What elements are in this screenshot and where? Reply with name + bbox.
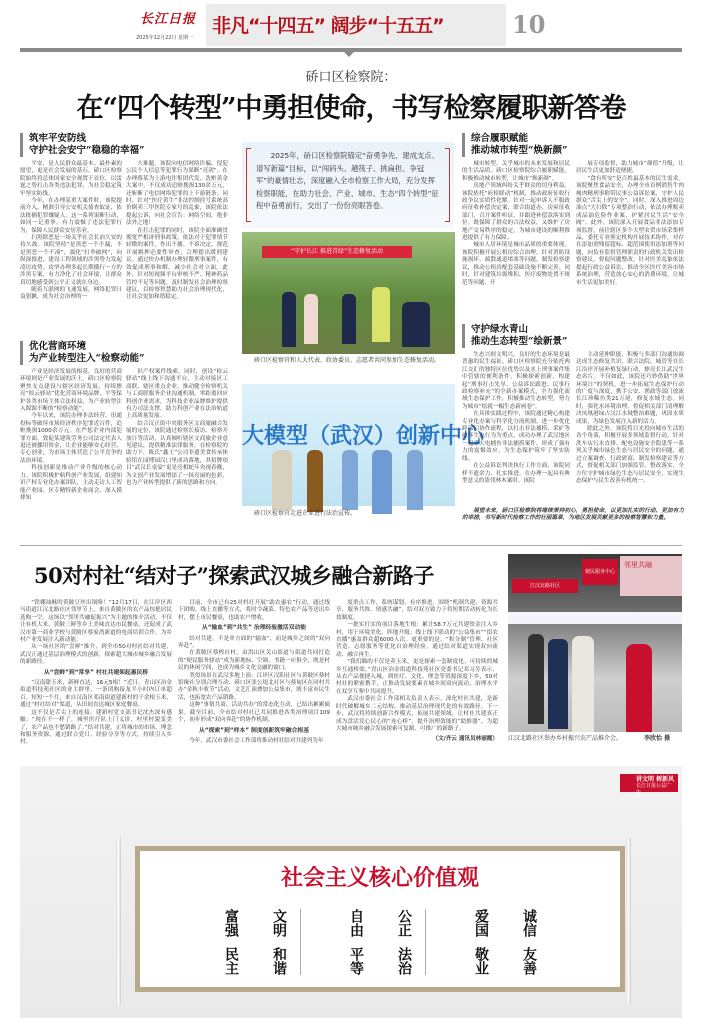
paragraph: 今年以来，该院办理非法经营、串通投标等破坏市场经济秩序犯罪近百件，追赃挽损1000余万元。在严惩企业内部犯罪方面，敦促某建筑劳务公司法定代表人退还被挪用资金，让企业能够安心经营、专心创业，为市场主体营造了公平竞争的法治环境。 bbox=[20, 413, 122, 464]
photo-caption: 江汉北路社区举办乡村振兴农产品推介会。 bbox=[508, 735, 623, 742]
text-column bbox=[462, 352, 570, 485]
ad-logo bbox=[620, 774, 678, 796]
core-value: 平等 bbox=[348, 947, 364, 975]
heading-line: 优化营商环境 bbox=[29, 341, 87, 352]
paragraph: 展专项监督，助力城市“颜值”升级，让居民生活更加舒适便捷。 bbox=[576, 161, 684, 175]
newspaper-logo: 长江日报 bbox=[140, 12, 197, 27]
core-value: 友善 bbox=[521, 947, 537, 975]
paragraph: 今年，在办理某重大案件时，该院提前介入，精准引导公安机关侦查取证，依法批捕犯罪嫌疑人。这一系列果断行动，如同一记重拳，有力震慑了违法犯罪行为，保障人民群众安居乐业。 bbox=[20, 198, 122, 234]
bracket-right bbox=[445, 148, 450, 222]
photo-sign-text: 邻里共融 bbox=[620, 556, 682, 596]
heading-line: 守护绿水青山 bbox=[471, 324, 529, 335]
core-values bbox=[210, 909, 550, 975]
paragraph: 在黄陂区蔡榨社村，由洪山区关山街道与街道共同打造的“便民服务驿站”成为新地标，空调、书籍一应俱全，既是村民的休闲空间，也成为城乡文化交融的窗口。 bbox=[178, 650, 330, 672]
section-heading bbox=[20, 341, 228, 365]
text-column bbox=[20, 161, 122, 302]
paragraph: 目前，全市已有25对村社开展“助农惠农”行动，通过线下团购、线上直播等方式，将时令蔬菜、特色农产品等送出乡村，摆上市民餐桌，也助农户增收。 bbox=[178, 600, 330, 621]
page-number: 10 bbox=[512, 10, 546, 39]
bracket-left bbox=[246, 148, 251, 222]
value-group bbox=[210, 909, 301, 975]
paragraph: 一批实打实的项目落地生根：累计58.7万元共建资金注入乡村，用于环境美化、阵地升级；线上线下联动的“公益集市”“街农直播”惠及群众超6000人次。更重要的是，“积分制”管理、社区营造、志愿服务等优化自治理经验，通过结对渠道实现双向流动、融合再生。 bbox=[336, 622, 498, 658]
text-column bbox=[576, 161, 684, 287]
paragraph: 主动延伸职能，积极与多部门沟通协调达成生态修复共识，联合法院、城管等在长江沿岸开展补植复绿行动，擦亮长江武汉生态名片。不仅如此，该院还巧妙借助“世界环境日”的契机，进一步拓展生态保护行动的广度与深度，携手公安、渔政等部门放流长江珍稀鱼类21万尾，修复水域生态。同时，强化水环境治理，督促相关部门清理解决凤凰港绿占汉江水域整治难题，巩固水质成果，为绿色发展注入新的活力。 bbox=[576, 352, 684, 425]
section-safety bbox=[20, 133, 228, 302]
core-value: 富强 bbox=[223, 909, 239, 937]
paragraph: 结对共建，不是单方面的“输血”，而是城乡之间的“双向奔赴”。 bbox=[178, 635, 330, 650]
paragraph: 类似场景在武汉多地上演：江岸区汉阳社区与黄陂区蔡村馆缘社分别合理互动；硚口区张公堤北社区与蔡甸区在同村共办“金秋丰收节”活动，文艺汇演叠加公益集市，既丰富市民生活，也拓宽农产品销路。 bbox=[178, 672, 330, 701]
subheading: 从“输血”到“共生” 治理经验激活双动能 bbox=[201, 625, 307, 632]
paragraph: 识产权案件线索。同时，创设“检云驿站”线上线下沟通平台，主动对接区工商联、辖区重点企业，推动健全检察机关与工商联服务企业沟通机制，零距离回应科创企业需求，为科技企业品牌维护提供有力司法支撑，助力科创产业在法治轨道上高质量发展。 bbox=[126, 369, 228, 420]
divider-pointer bbox=[344, 52, 354, 57]
scroll-rod-right bbox=[626, 838, 631, 1004]
value-column bbox=[474, 909, 488, 975]
byline: （文/齐云 通讯员林丽霞） bbox=[432, 736, 498, 743]
core-value: 敬业 bbox=[473, 947, 489, 975]
issue-date: 2025年12月22日 星期一 bbox=[136, 35, 194, 41]
core-value: 文明 bbox=[271, 909, 287, 937]
text-column bbox=[462, 161, 570, 287]
paragraph: 度重点工作，系统谋划、有序推进。围绕“机制共建、资源共享、服务共推、情感共融”，结对双方致力于将短期活动转化为长效制度。 bbox=[336, 600, 498, 621]
section-heading bbox=[20, 133, 228, 157]
page-banner-title: 非凡“十四五” 阔步“十五五” bbox=[212, 15, 444, 37]
section-business bbox=[20, 341, 228, 502]
ad-title: 社会主义核心价值观 bbox=[280, 866, 479, 891]
photo-tree-planting bbox=[242, 232, 455, 354]
paragraph: 扫黑除恶是一场关乎社会长治久安的持久战。该院坚持“是黑恶一个不漏，不是黑恶一个不凑”，强化“打伞破网”，向纵深推进，建设工程领域的涉黑势力发起凌厉攻势。攻坚办理多起长期横行一方的涉黑专案，有力净化了社会环境，让群众真切地感受到公平正义就在身边。 bbox=[20, 235, 122, 286]
heading-line: 守护社会安宁“稳稳的幸福” bbox=[29, 145, 145, 156]
core-value: 自由 bbox=[348, 909, 364, 937]
section-city bbox=[462, 133, 684, 287]
intro-box bbox=[242, 142, 454, 228]
paragraph: 城市转型，关乎城市的未来发展和居民的生活品质。硚口区检察院综合履职赋能，积极推动城市转型，让城市“焕新颜”。 bbox=[462, 161, 570, 182]
public-service-ad bbox=[20, 766, 682, 1018]
lead-headline: 在“四个转型”中勇担使命，书写检察履职新答卷 bbox=[76, 93, 626, 124]
intro-text: 2025年，硚口区检察院锚定“奋勇争先、建成支点、谱写新篇”目标，以“闯码头、趟筏子、挑扁担、争冠军”的豪情壮志，深度融入全市检察工作大局，充分发挥检察职能，在助力社会、产业、城市、生态“四个转型”征程中奋勇前行，交出了一份份亮眼答卷。 bbox=[256, 151, 439, 211]
core-value: 爱国 bbox=[473, 909, 489, 937]
core-value: 和谐 bbox=[271, 947, 287, 975]
core-value: 诚信 bbox=[521, 909, 537, 937]
paragraph: 科技创新是推动产业升级的核心动力。该院积极护航科创产业发展，组建知识产权专业化办案团队，主动走访人工智能产业园、区专精特新企业商会，深入摸排知 bbox=[20, 465, 122, 501]
paragraph: 在具体实践过程中，该院通过精心构建专业化办案与科学化分流机制，进一步优化跨部门协作流程，以打击非法捕捞、采矿等破坏生态行为为重点，成功办理了武汉地区一起重大电捕鱼非法捕捞案件，形成了强有力的震慑效应，为生态保护筑牢了坚实防线。 bbox=[462, 411, 570, 462]
lead-kicker: 硚口区检察院： bbox=[305, 70, 397, 85]
subheading: 从“尝鲜”到“常享” 村社共建架起惠民桥 bbox=[43, 669, 149, 676]
ad-logo-line: 讲文明 树新风 bbox=[636, 776, 675, 783]
core-value: 公正 bbox=[396, 909, 412, 937]
paragraph: 随着互联网的飞速发展，网络犯罪日益猖獗，成为社会治理的一 bbox=[20, 286, 122, 301]
section-ecology bbox=[462, 324, 684, 485]
paragraph: “我们瞄的不仅是卖玉米，更是探索一套制度化、可持续的城乡互通桥梁。”青山区冶金街道科技苑社区党委书记邓习芳表示，从农产品便捷入城，到医疗、文化、理念等资源深度下乡，50对村社的紧密携手，正推动发展要素在城乡间双向流动，治理水平在双享互鉴中共同提升。 bbox=[336, 659, 498, 695]
core-value: 法治 bbox=[396, 947, 412, 975]
value-column bbox=[522, 909, 536, 975]
photo-sign-text: 江汉北路社区 bbox=[512, 579, 578, 593]
paragraph: 平安，是人民群众最基本、最朴素的愿望，更是社会发展的基石。硚口区检察院始终将总体国家安全观置于首位，以雷霆之势打击各类违法犯罪，为社会稳定筑牢坚实防线。 bbox=[20, 161, 122, 197]
text-column-with-byline bbox=[336, 600, 498, 744]
paragraph: 这不仅是舌尖上的连接。建新村党支部书记沈杰深有感触：“现在不一样了，城里医疗队上门义诊，村里村貌变美了，农产品也不愁销路了。”结对共建，正将城市的市场、理念和服务资源，通过联合党日、经验分享等方式，持续引入乡村。 bbox=[20, 709, 172, 746]
paragraph: 产业是经济发展的根基，良好的营商环境则是产业发展的沃土。硚口区检察院聚焦支点建设与辖区经济发展，持续擦亮“检云驿站”优化营商环境品牌，平等保护各类市场主体合法权益，为产业转型注入源源不断的“检察动能”。 bbox=[20, 369, 122, 413]
paragraph: “食有所安”是百姓最基本的民生需求。该院聚焦食品安全，办理全市首例销售牛肉瘦肉精刑事附带民事公益诉讼案，守护人民群众“舌尖上的安全”。同时，深入推进周边油点“大扫除”专项整治行动，依法办理贩卖成品油危险作业案，护紧居民生活“安全阀”。此外，该院深入开展食品非法添加专项监督，前往辖区多个大型农贸市场采集样品，委托专业鉴定机构开展技术协作，对存在添加剂残留超标、超范围使用添加剂等问题，向负有监督管理职责的行政机关发出检察建议，督促问题整改。针对医美乱象依法提起行政公益诉讼，推动全区医疗美容市场系统治理，营造放心安心的消费环境，让城市生活更加美好。 bbox=[576, 175, 684, 286]
core-value: 民主 bbox=[223, 947, 239, 975]
photo-credit: 李欣怡 摄 bbox=[644, 735, 671, 742]
paragraph: 今年，武汉市委社会工作部将推动村社结对共建列为年 bbox=[189, 737, 324, 744]
value-group bbox=[335, 909, 426, 975]
photo-banner-text: 大模型（武汉）创新中心 bbox=[242, 424, 485, 449]
heading-line: 筑牢平安防线 bbox=[29, 133, 87, 144]
text-column bbox=[126, 161, 228, 302]
paragraph: “铁棚油酥的黄陂豆丝出锅咯！”12月17日，在江岸区西马街道江汉北路社区邻里节上，来自黄陂区的农产品惊艳居民选购一空。这场以“邻里共融促振兴”为主题的推介活动，不仅让有机大米、黄陂三鲜等乡土美味直达市民餐桌，还促成了武汉市第一商业学校与黄陂区蔡家湾新道的电商培训合作，为乡村产业发展注入新动能。 bbox=[20, 600, 172, 644]
heading-line: 推动生态转型“绘新景” bbox=[471, 336, 568, 347]
text-column bbox=[126, 369, 228, 502]
paragraph: 房地产领域纠纷关乎群众的切身利益。该院依托“府检联动”机制，推动政府征收行政争议实质性化解。针对一起申诉人不服政府征收补偿决定案，联合街道办、房屋征收部门，召开案件听证，并跟进补偿款落实到位。既保障了群众的合法权益，又维护了房地产交易秩序的稳定，为城市建设的顺利推进提供了有力保障。 bbox=[462, 183, 570, 242]
ad-logo-line: 长江日报公益广告 bbox=[636, 783, 672, 796]
paragraph: “汉南甜玉米，新鲜直达，16元5根！”近日，青山区冶金街道科技苑社区的业主群里，一条团购接龙半小时内订单超百。短短一个月，来自汉南区邓南街道建新村的千余根玉米，通过“村社结对”渠道，从田间直达城区家庭餐桌。 bbox=[20, 680, 172, 709]
value-group bbox=[460, 909, 550, 975]
paragraph: 城市人居环境是城市品质的重要体现。该院积极开展公租房综合治理，针对消防设施损坏、疏散通道堵塞等问题，制发检察建议，推动公租房配套基础设施不断完善。同时，针对建筑垃圾堆积、医疗废物处置不规范等问题，开 bbox=[462, 242, 570, 286]
second-headline: 50对村社“结对子”探索武汉城乡融合新路子 bbox=[34, 563, 434, 588]
photo-banner-text: “守护长江 推进青绿”生态修复活动 bbox=[262, 246, 412, 258]
text-column bbox=[20, 369, 122, 502]
paragraph: 从一场社区的“尝鲜”推介，到全市50对村社结对共建，武汉正通过基层治理模式的创新，探索超大城市城乡融合发展的新路径。 bbox=[20, 644, 172, 666]
paragraph: 生态兴则文明兴，良好的生态环境是最普惠的民生福祉。硚口区检察院充分依托两江交汇的独特区位优势以及水上刑事案件集中管辖的便利条件，积极探索创新，构建起“刑事打击先导、公益诉讼跟进、民事行政检察补充”的全新办案模式，全力强化流域生态保护工作，积极推动生态转型，努力为城市“绘就一幅生态新画卷”。 bbox=[462, 352, 570, 410]
photo-sign-text: 便民服务中心 bbox=[582, 559, 618, 585]
paragraph: 除此之外，该院将目光投向城市生活的各个角落，积极开展多领域监督行动，针对洗车店污水直排、配电设施安全隐患等一系列关乎城市绿色生态与居民安全的问题，通过立案调查、行政磋商、制发检察建议等方式，督促相关部门加强监管、整改落实，全方位守护城市绿色生态与居民安全，实现生态保护与民生改善有机统一。 bbox=[576, 426, 684, 484]
heading-line: 为产业转型注入“检察动能” bbox=[29, 353, 145, 364]
photo-farm-products-fair bbox=[508, 554, 682, 732]
value-column bbox=[224, 909, 238, 975]
text-column bbox=[576, 352, 684, 485]
subheading: 从“探索”到“样本” 制度创新筑牢融合根基 bbox=[198, 727, 309, 734]
scroll-frame bbox=[135, 846, 625, 992]
text-column bbox=[20, 600, 172, 747]
paragraph: 武汉市委社会工作部相关负责人表示，深化村社共建，是新时代破解城乡二元结构、推动基层治理现代化的有效路径。下一步，武汉将持续创新合作模式，拓展共建领域，让村社共建真正成为盘活党心民心的“连心桥”，提升治理效能的“助推器”，为超大城市城乡融合发展探索可复制、可推广的新路子。 bbox=[336, 696, 498, 732]
value-column bbox=[349, 909, 363, 975]
paragraph: 在公益诉讼判决执行工作方面，该院同样不遗余力、扎实推进。在办理一起具有典型意义的盗伐林木案时，该院 bbox=[462, 463, 570, 484]
section-heading bbox=[462, 133, 684, 157]
text-column bbox=[178, 600, 330, 745]
heading-line: 综合履职赋能 bbox=[471, 133, 529, 144]
photo-enterprise-visit bbox=[242, 384, 485, 506]
value-column bbox=[397, 909, 411, 975]
closing-paragraph: 展望未来，硚口区检察院将继续秉持初心，勇担使命，以更加扎实的行动、更加有力的举措，书写新时代检察工作的壮丽篇章，为地区发展贡献更多的检察智慧和力量。 bbox=[462, 508, 684, 522]
article-divider bbox=[20, 545, 682, 546]
paragraph: 结合汉正街中央服务区文商旅融合发展的定位，该院通过检察长接访、检察开放日等活动，认真倾听辖区文商旅企业意见建议，提供精准法律服务。在检察院的助力下，陈氏“鑫王”公司非遗美食传承体验馆在园博园汉口里成功落地，其招牌项目“武汉长桌宴”更是亮相蛇年央视春晚，为文创产业发展增添了一抹亮丽的色彩，也为产业转型提供了新的思路和方向。 bbox=[126, 420, 228, 487]
photo-caption: 硚口区检察官和人大代表、政协委员、志愿者共同参加生态修复活动。 bbox=[254, 357, 441, 364]
heading-line: 推动城市转型“焕新颜” bbox=[471, 145, 568, 156]
paragraph: 这种“事情共商、活动共办”的常态化互动，已结出累累硕果。截至目前，全市结对村社已共同推进各类治理项目109个，初步形成“双向奔赴”的协作机制。 bbox=[178, 702, 330, 724]
value-column bbox=[272, 909, 286, 975]
scroll-rod-left bbox=[116, 838, 121, 1004]
paragraph: 在打击犯罪的同时，该院全面准确贯彻宽严相济刑事政策。依法对于犯罪情节轻微的案件，作出不捕、不诉决定，规范开展羁押必要性审查，合理提出缓刑建议。通过快办机制办理轻微刑事案件，有效促成刑事和解，减少社会对立面。此外，针对短视频平台审核不严、精神药品管控不足等问题，及时制发社会治理检察建议，以检察智慧助力社会治理现代化，让社会更加和谐稳定。 bbox=[126, 227, 228, 301]
section-heading bbox=[462, 324, 684, 348]
paragraph: 大难题。该院向电信网络诈骗、侵犯公民个人信息等犯罪行为果断“亮剑”。在办理蔡某为上游电诈集团代发、洗赃黄金大案中，不仅成功追赃挽损130余万元，还斩断了电信网络犯罪的上下游链条。同时，针对“医疗黄牛”非法控制挂号系统高价倒卖三甲医院专家号的乱象，该院依法提起公诉，向社会宣告：网络空间，绝非法外之地！ bbox=[126, 161, 228, 227]
text-column bbox=[336, 600, 498, 733]
photo-caption: 硚口区检察官走进企业进行法治宣传。 bbox=[254, 510, 357, 517]
